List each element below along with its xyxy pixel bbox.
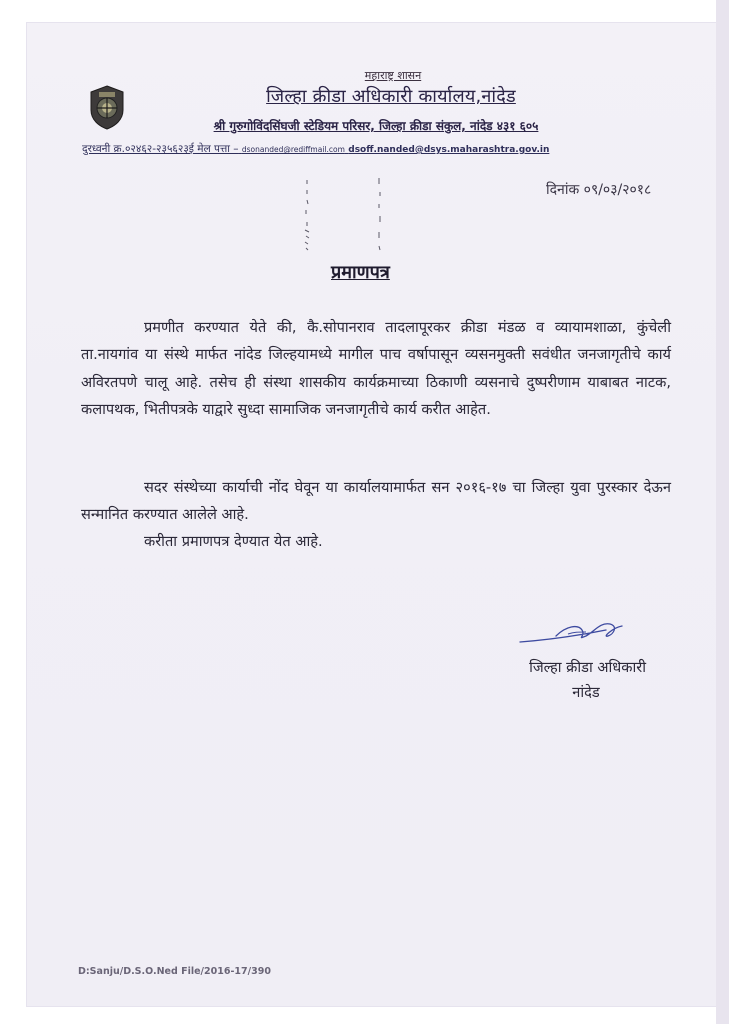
body-paragraph-3: करीता प्रमाणपत्र देण्यात येत आहे. xyxy=(144,533,323,550)
document-page xyxy=(26,22,726,1007)
office-address: श्री गुरुगोविंदसिंघजी स्टेडियम परिसर, जिल्हा क्रीडा संकुल, नांदेड ४३१ ६०५ xyxy=(213,119,539,133)
email-primary: dsonanded@rediffmail.com xyxy=(241,145,345,154)
scan-edge xyxy=(716,0,729,1024)
department-emblem-icon xyxy=(87,84,127,130)
handwritten-signature xyxy=(516,614,636,648)
signatory-title: जिल्हा क्रीडा अधिकारी xyxy=(529,659,646,676)
contact-line xyxy=(82,142,712,156)
certificate-heading: प्रमाणपत्र xyxy=(331,262,390,283)
email-secondary: dsoff.nanded@dsys.maharashtra.gov.in xyxy=(348,145,550,155)
file-reference: D:Sanju/D.S.O.Ned File/2016-17/390 xyxy=(78,966,271,977)
body-paragraph-1: प्रमणीत करण्यात येते की, कै.सोपानराव तादलापूरकर क्रीडा मंडळ व व्यायामशाळा, कुंचेली ता.नायगांव या संस्थे मार्फत नांदेड जिल्हयामध्ये मागील पाच वर्षापासून व्यसनमुक्ती सवंधीत जनजागृतीचे कार्य अविरतपणे चालू आहे. तसेच ही संस्था शासकीय कार्यक्रमाच्या ठिकाणी व्यसनाचे दुष्परीणाम याबाबत नाटक, कलापथक, भितीपत्रके याद्वारे सुध्दा सामाजिक जनजागृतीचे कार्य करीत आहेत. xyxy=(81,319,671,418)
phone-number: दुरध्वनी क्र.०२४६२-२३५६२३ई मेल पत्ता – xyxy=(82,143,239,155)
document-date: दिनांक ०९/०३/२०१८ xyxy=(546,182,652,198)
body-paragraph-2: सदर संस्थेच्या कार्याची नोंद घेवून या कार्यालयामार्फत सन २०१६-१७ चा जिल्हा युवा पुरस्कार देऊन सन्मानित करण्यात आलेले आहे. xyxy=(81,479,671,524)
signatory-city: नांदेड xyxy=(572,684,600,701)
office-title: जिल्हा क्रीडा अधिकारी कार्यालय,नांदेड xyxy=(266,86,516,107)
government-label: महाराष्ट्र शासन xyxy=(364,69,422,82)
